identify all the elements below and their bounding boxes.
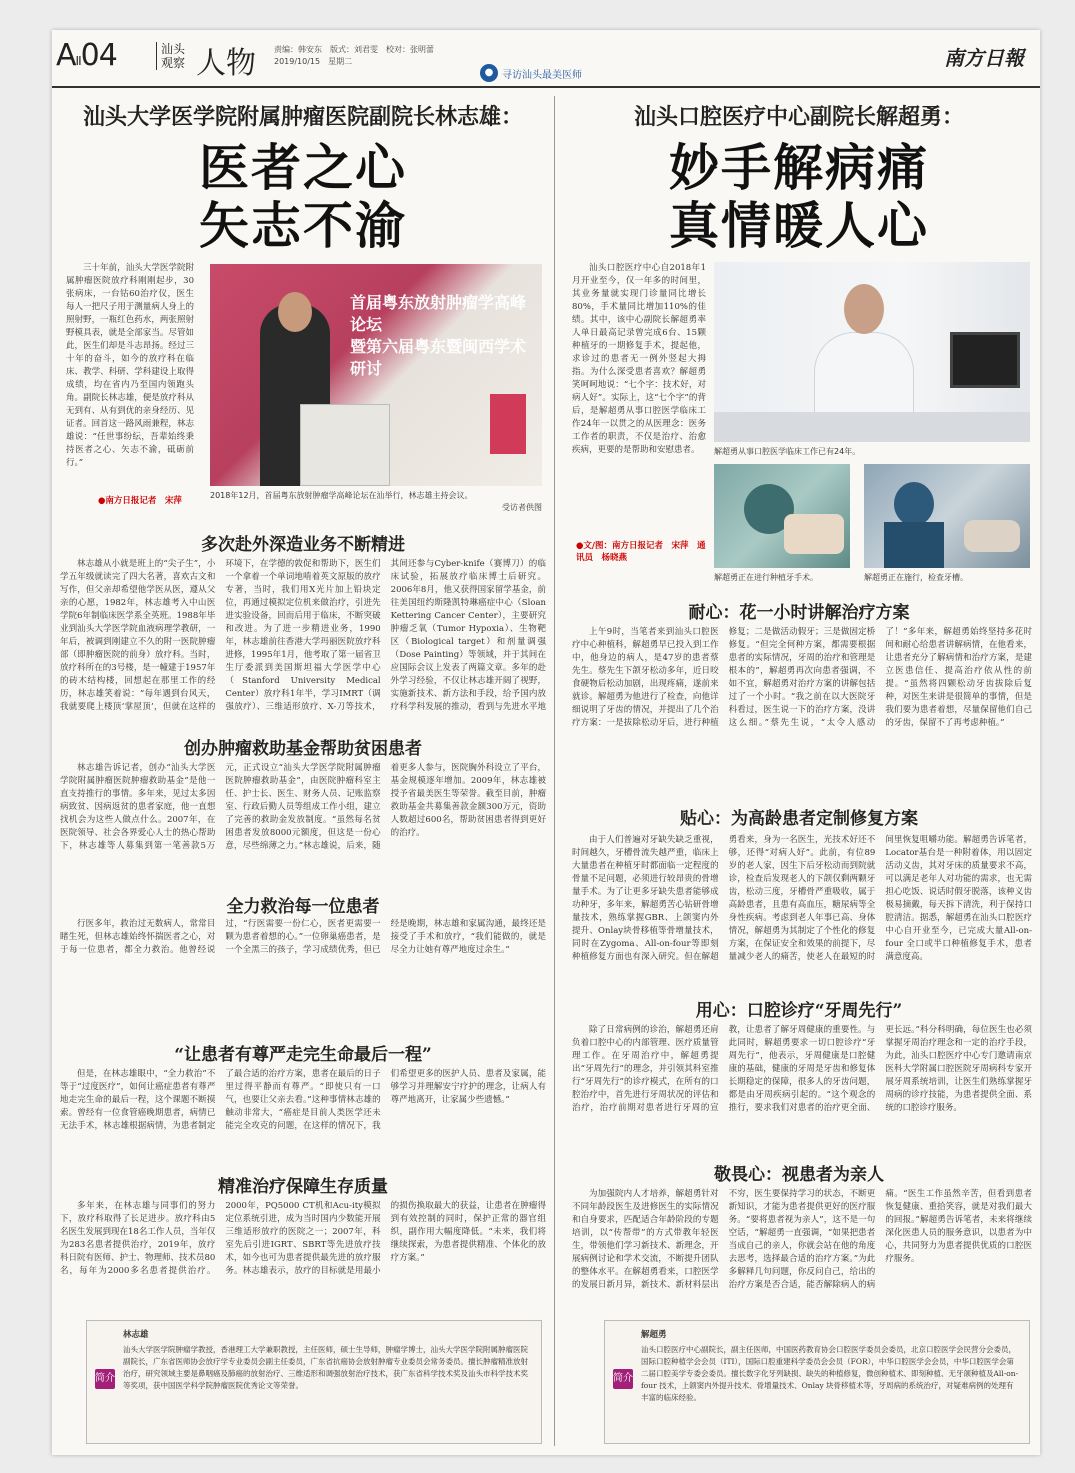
- right-title-line1: 妙手解病痛: [669, 138, 929, 197]
- left-bio-box: [86, 1320, 542, 1444]
- right-photo-left-caption: 解超勇正在进行种植牙手术。: [714, 573, 818, 582]
- left-section-3-text: 行医多年，救治过无数病人，常常目睹生死，但林志雄始终怀揣医者之心，对于每一位患者，都全力救治。他曾经说过，“行医需要一份仁心，医者更需要一颗为患者着想的心。”一位卵巢癌患者，是一个全黑三的孩子，学习成绩优秀，但已经是晚期，林志雄和家属沟通，最终还是接受了手术和放疗，“我们能做的，就是尽全力让她有尊严地度过余生。”: [60, 919, 546, 955]
- patient-figure: [784, 514, 844, 554]
- doctor-head: [844, 284, 884, 334]
- right-subhead-4: 敬畏心：视患者为亲人: [714, 1165, 884, 1185]
- column-logo: ● 寻访汕头最美医师: [480, 64, 582, 82]
- left-lead-text: 三十年前，汕头大学医学院附属肿瘤医院放疗科刚刚起步，30张病床，一台钴60治疗仪，医生每人一把尺子用于测量病人身上的照射野，一瓶红色药水，两张照射野模具表，就是全部家当。尽管如此，医生们却是斗志昂扬。经过三十年的奋斗，如今的放疗科在临床、教学、科研、学科建设上取得成绩，均在省内乃至国内领跑头角。副院长林志雄，便是放疗科从无到有、从有到优的亲身经历、见证者。回首这一路风雨兼程，林志雄说：“任世事纷纭，吾辈始终秉持医者之心、矢志不渝，砥砺前行。”: [66, 263, 194, 468]
- right-subhead-3: 用心：口腔诊疗“牙周先行”: [695, 1001, 903, 1021]
- left-headline: [60, 100, 546, 255]
- left-subhead-3: 全力救治每一位患者: [226, 897, 380, 917]
- right-section-1-text: 上午9时，当笔者来到汕头口腔医疗中心种植科，解超勇早已投入到工作中，他身边的病人，是47岁的患者蔡先生。蔡先生下颌牙松动多年，近日咬食硬物后松动加剧，出现疼痛，遂前来就诊。解超勇为他进行了检查，向他详细说明了牙齿的情况，并提出了几个治疗方案：一是拔除松动牙后，进行种植修复；二是做活动假牙；三是做固定桥修复。“但完全何种方案，都需要根据患者的实际情况，牙周的治疗和管理是根本的”，解超勇再次向患者强调，不如不宜，解超勇对治疗方案的讲解包括过了一个小时。“我之前在以大医院牙科看过，医生说一下的治疗方案，没讲这么细。”蔡先生说，“太令人感动了！”多年来，解超勇始终坚持多花时间和耐心给患者讲解病情，在他看来，让患者充分了解病情和治疗方案，是建立医患信任、提高治疗依从性的前提。“虽然将四颗松动牙齿拔除后复种，对医生来讲是很简单的事情，但是我们要为患者着想，尽量保留他们自己的牙齿，保留不了再考虑种植。”: [572, 627, 1032, 728]
- right-title-line2: 真情暖人心: [669, 196, 929, 255]
- dentist-figure: [894, 482, 934, 526]
- left-title-line2: 矢志不渝: [199, 196, 407, 255]
- right-section-3-text: 除了日常病例的诊治，解超勇还肩负着口腔中心的内部管理、医疗质量管理工作。在牙周治疗中，解超勇提出“牙周先行”的理念，并引领其科室推行“牙周先行”的诊疗模式，在所有的口腔治疗中，首先进行牙周状况的评估和治疗，治疗前期对患者进行牙周的宣教，让患者了解牙周健康的重要性。与此同时，解超勇要求一切口腔诊疗“牙周先行”，他表示，牙周健康是口腔健康的基础，健康的牙周是牙齿和修复体长期稳定的保障，很多人的牙齿问题，都是由牙周疾病引起的。“这个观念的推行，要求我们对患者的治疗更全面、更长远。”科分科明确，每位医生也必须掌握牙周治疗理念和一定的治疗手段，为此，汕头口腔医疗中心专门邀请南京医科大学附属口腔医院牙周病科专家开展牙周系统培训，让医生们熟练掌握牙周病的诊疗技能，为患者提供全面、系统的口腔诊疗服务。: [572, 1025, 1032, 1113]
- right-bio-box: [604, 1320, 1030, 1444]
- editor-info: 责编：韩安东 版式：刘君雯 校对：张明蕾 2019/10/15 星期二: [274, 45, 434, 66]
- speaker-head: [278, 292, 312, 332]
- left-photo-forum: [210, 264, 542, 486]
- left-title-line1: 医者之心: [199, 138, 407, 197]
- right-subhead-1: 耐心：花一小时讲解治疗方案: [688, 603, 910, 623]
- right-byline: ●文/图：南方日报记者 宋萍 通讯员 杨晓燕: [576, 541, 706, 563]
- right-bio-tag: 简介: [613, 1369, 633, 1389]
- right-photo-right-caption: 解超勇正在施行，检查牙槽。: [864, 573, 968, 582]
- paper-name: 南方日報: [944, 46, 1024, 70]
- left-section-5-text: 多年来，在林志雄与同事们的努力下，放疗科取得了长足进步。放疗科由5名医生发展到现在18名工作人员，当年仅为283名患者提供治疗，2019年，放疗科日院有医师、护士、物理师、技术员80名，每年为2000多名患者提供治疗。2000年，PQ5000 CT机和Acu-ity模拟定位系统引进，成为当时国内少数能开展三维适形放疗的医院之一；2007年，科室先后引进IGRT、SBRT等先进放疗技术，如今也可为患者提供最先进的放疗服务。林志雄表示，放疗的目标就是用最小的损伤换取最大的获益，让患者在肿瘤得到有效控制的同时，保护正常的器官组织，副作用大幅度降低。“未来，我们将继续探索，为患者提供精准、个体化的放疗方案。”: [60, 1201, 546, 1276]
- right-bio-text: 汕头口腔医疗中心副院长，副主任医师，中国医药教育协会口腔医学委员会委员，北京口腔医学会民营分会委员，国际口腔种植学会会员（ITI），国际口腔重建科学委员会会员（FOR），中华口腔医学会会员，中华口腔医学会第二届口腔美学专委会委员。擅长数字化牙列缺损、缺失的种植修复，微创种植术、即刻种植、无牙颌种植及All-on-four 技术，上颌窦内外提升技术、骨增量技术、Onlay 块骨移植术等，牙周病的系统治疗，对疑难病例的处理有丰富的临床经验。: [641, 1345, 1019, 1402]
- left-subhead-4: “让患者有尊严走完生命最后一程”: [174, 1045, 432, 1065]
- photo-banner-text: 首届粤东放射肿瘤学高峰论坛 暨第六届粤东暨闽西学术研讨: [350, 293, 527, 378]
- masthead: [52, 34, 1040, 84]
- person-icon: ●: [480, 64, 498, 82]
- masthead-rule: [52, 86, 1040, 88]
- right-kicker: 汕头口腔医疗中心副院长解超勇：: [633, 104, 964, 130]
- right-lead-text: 汕头口腔医疗中心自2018年1月开业至今，仅一年多的时间里，其业务量就实现门诊量同比增长80%，手术量同比增加110%的佳绩。其中，该中心副院长解超勇率人单日最高记录曾完成6台、15颗种植牙的一期修复手术，提起他，求诊过的患者无一例外竖起大拇指。为什么深受患者喜欢？解超勇笑呵呵地说：“七个字：技术好，对病人好”。实际上，这“七个字”的背后，是解超勇从事口腔医学临床工作24年一以贯之的从医理念：医务工作者的职责，不仅是治疗、治愈疾病，更要的是帮助和安慰患者。: [572, 263, 706, 455]
- left-subhead-1: 多次赴外深造业务不断精进: [201, 535, 405, 555]
- left-bio-name: 林志雄: [123, 1330, 149, 1340]
- right-subhead-2: 贴心：为高龄患者定制修复方案: [680, 809, 918, 829]
- left-bio-tag: 简介: [95, 1369, 115, 1389]
- column-divider: [554, 96, 555, 1446]
- logo-figure: [490, 394, 526, 454]
- section-name: 人物: [196, 46, 256, 81]
- section-small-label: 汕头观察: [156, 42, 190, 70]
- left-byline: ●南方日报记者 宋萍: [98, 496, 182, 506]
- left-subhead-2: 创办肿瘤救助基金帮助贫困患者: [184, 739, 422, 759]
- left-section-4-text: 但是，在林志雄眼中，“全力救治”不等于“过度医疗”，如何让癌症患者有尊严地走完生命的最后一程，这个课题不断摸索。曾经有一位食管癌晚期患者，病情已无法手术，林志雄根据病情，为患者制定了最合适的治疗方案，患者在最后的日子里过得平静而有尊严。“即使只有一口气，也要让父亲去看。”这种事情林志雄的触动非常大，“癌症是目前人类医学还未能完全攻克的问题，在这样的情况下，我们希望更多的医护人员、患者及家属，能够学习并理解安宁疗护的理念，让病人有尊严地离开，让家属少些遗憾。”: [60, 1069, 546, 1131]
- right-bio-name: 解超勇: [641, 1330, 667, 1340]
- left-photo-caption: 2018年12月，首届粤东放射肿瘤学高峰论坛在汕举行，林志雄主持会议。: [210, 491, 473, 500]
- left-section-2-text: 林志雄告诉记者，创办“汕头大学医学院附属肿瘤医院肿瘤救助基金”是他一直支持推行的事情。多年来，见过太多因病致贫、因病返贫的患者家庭，他一直想找机会为这些人做点什么。2007年，在医院领导、社会各界爱心人士的热心帮助下，林志雄等人募集到第一笔善款5万元，正式设立“汕头大学医学院附属肿瘤医院肿瘤救助基金”，由医院肿瘤科室主任、护士长、医生、财务人员、记账监察室、行政后勤人员等组成工作小组，建立了完善的救助金发放制度。“虽然每名贫困患者发放8000元额度，但这是一份心意，尽些绵薄之力。”林志雄说，后来，随着更多人参与，医院胸外科设立了平台，基金规模逐年增加。2009年，林志雄被授予省最美医生等荣誉。截至目前，肿瘤救助基金共募集善款金额300万元，资助人数超过600名，帮助贫困患者得到更好的治疗。: [60, 763, 546, 851]
- left-section-1-text: 林志雄从小就是班上的“尖子生”，小学五年级就读完了四大名著，喜欢古文和写作，但父亲却希望他学医从医，遵从父亲的心愿，1982年，林志雄考入中山医学院6年制临床医学系全英班。1988年毕业到汕头大学医学院血液病理学教研，一年后，被调到刚建立不久的附一医院肿瘤部（即肿瘤医院的前身）放疗科。当时，放疗科所在的3号楼，是一幢建于1957年的砖木结构楼，回想起在那里工作的经历，林志雄笑着说：“每年遇到台风天，我就要爬上楼顶‘掌屋顶’，但就在这样的环境下，在学德的敦促和帮助下，医生们一个拿着一个单词地啃着英文原版的放疗专著，当时，我们用X光片加上铅块定位，再通过模拟定位机来做治疗，引进先进实验设备，回而后用于临床，不断突破和改进。为了进一步精进业务，1990年，林志雄前往香港大学玛丽医院放疗科进修，1995年1月，他考取了第一届省卫生厅委派到美国斯坦福大学医学中心（Stanford University Medical Center）放疗科1年半，学习IMRT（调强放疗）、三维适形放疗、X-刀等技术，其间还参与Cyber-knife（赛博刀）的临床试验，拓展放疗临床博士后研究。2006年8月，他又获得国家留学基金，前往美国纽约斯隆凯特琳癌症中心（Sloan Kettering Cancer Center），主要研究肿瘤乏氧（Tumor Hypoxia）、生物靶区（Biological target）和剂量调强（Dose Painting）等领域，并于其间在应国际会议上发表了两篇文章。多年的赴外学习经验，不仅让林志雄开阔了视野，实施新技术、新方法和手段，给予国内放疗科学科发展的推动，看到与先进水平地: [60, 559, 546, 712]
- right-photo-doctor: [714, 262, 1030, 442]
- page-number: AII04: [56, 38, 117, 73]
- left-subhead-5: 精准治疗保障生存质量: [218, 1177, 388, 1197]
- monitor: [950, 332, 1020, 388]
- left-kicker: 汕头大学医学院附属肿瘤医院副院长林志雄：: [82, 104, 523, 130]
- desk: [714, 412, 1030, 442]
- right-section-4-text: 为加强院内人才培养，解超勇针对不同年龄段医生及进修医生的实际情况和自身要求，匹配适合年龄阶段的专题培训，以“传帮带”的方式带教年轻医生，带领他们学习新技术、新理念，开展病例讨论和学术交流，不断提升团队的整体水平。在解超勇看来，口腔医学的发展日新月异，新技术、新材料层出不穷，医生要保持学习的状态，不断更新知识，才能为患者提供更好的医疗服务。“要将患者视为亲人”，这不是一句空话，“解超勇一直强调，“如果把患者当成自己的亲人，你就会站在他的角度去思考，选择最合适的治疗方案。”为此多解释几句问题，你反问自己，给出的治疗方案是否合适，能否解除病人的病痛。“医生工作虽然辛苦，但看到患者恢复健康、重拾笑容，就是对我们最大的回报。”解超勇告诉笔者，未来将继续深化医患人员的服务意识，以患者为中心，共同努力为患者提供优质的口腔医疗服务。: [572, 1189, 1032, 1290]
- left-bio-text: 汕头大学医学院肿瘤学教授，香港理工大学兼职教授，主任医师，硕士生导师，肿瘤学博士，汕头大学医学院附属肿瘤医院副院长，广东省医师协会放疗学专业委员会副主任委员，广东省抗癌协会放射肿瘤专业委员会常务委员。擅长肿瘤精准放射治疗，研究领域主要是鼻咽癌及肺癌的放射治疗、三维适形和调强放射治疗技术，获广东省科学技术奖及汕头市科学技术奖等奖项，获中国医学科学院肿瘤医院优秀论文等荣誉。: [123, 1345, 528, 1390]
- right-photo-surgery: [714, 464, 850, 568]
- dentist-body: [884, 522, 944, 568]
- right-headline: [564, 100, 1034, 255]
- left-photo-credit: 受访者供图: [502, 503, 542, 512]
- patient-chair: [964, 520, 1020, 552]
- right-photo-exam: [864, 464, 1030, 568]
- right-photo-main-caption: 解超勇从事口腔医学临床工作已有24年。: [714, 447, 861, 456]
- right-section-2-text: 由于人们普遍对牙缺失缺乏重视，时间越久，牙槽骨流失越严重，临床上大量患者在种植牙时都面临一定程度的骨量不足问题，必须进行较昂贵的骨增量手术。为了让更多牙缺失患者能够成功种牙，多年来，解超勇苦心钻研骨增量技术，熟练掌握GBR、上颌窦内外提升、Onlay块骨移植等骨增量技术，同时在Zygoma、All-on-four等即刻种植修复方面也有深入研究。但在解超勇看来，身为一名医生，光技术好还不够，还得“对病人好”。此前，有位89岁的老人家，因生下后牙松动而到院就诊，检查后发现老人的下颌仅剩两颗牙齿，松动三度，牙槽骨严重吸收，属于高龄患者，且患有高血压，糖尿病等全身性疾病。考虑到老人年事已高、身体情况，解超勇为其制定了个性化的修复方案，在保证安全和效果的前提下，尽量减少老人的痛苦，使老人在最短的时间里恢复咀嚼功能。解超勇告诉笔者，Locator基台是一种附着体，用以固定活动义齿，其对牙床的质量要求不高，可以满足老年人对功能的需求，也无需担心吃饭、说话时假牙脱落，该种义齿极易摘戴，每天拆下清洗，利于保持口腔清洁。据悉，解超勇在汕头口腔医疗中心自开业至今，已完成大量All-on-four 全口或半口种植修复手术，患者满意度高。: [572, 835, 1032, 962]
- podium: [300, 404, 390, 486]
